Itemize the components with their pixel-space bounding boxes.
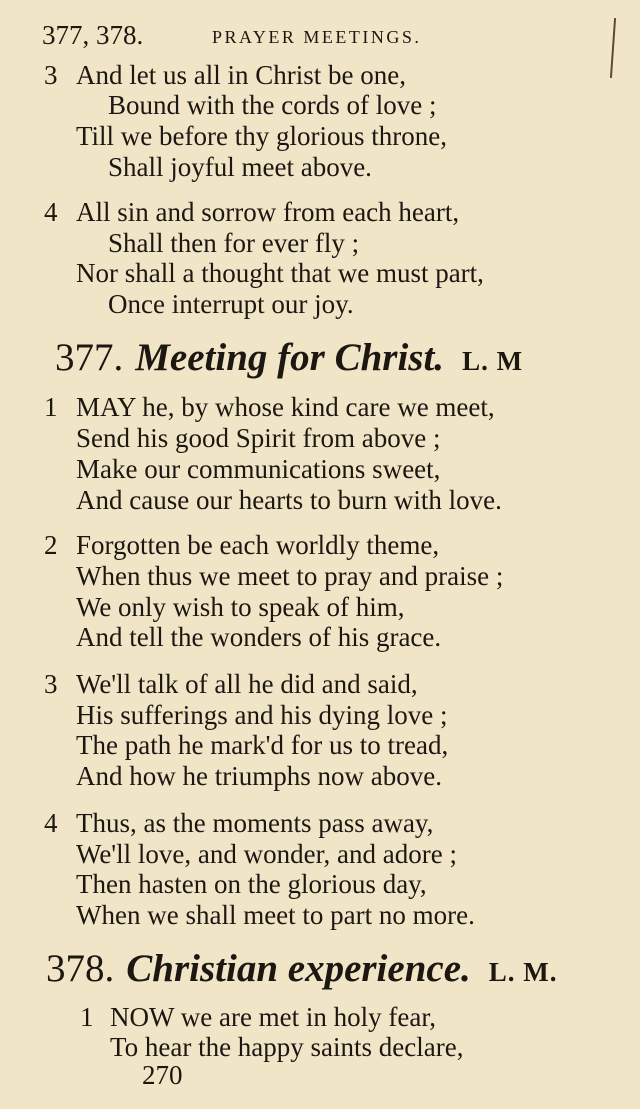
- hymn-title: Meeting for Christ.: [135, 336, 445, 379]
- hymn-number: 377.: [55, 336, 124, 379]
- hymn-meter: L. M: [462, 346, 524, 376]
- verse-line: All sin and sorrow from each heart,: [76, 197, 460, 227]
- header-hymn-numbers: 377, 378.: [42, 20, 144, 50]
- verse-line: And tell the wonders of his grace.: [76, 622, 442, 652]
- verse-line: And cause our hearts to burn with love.: [76, 485, 502, 515]
- verse-line: We'll talk of all he did and said,: [76, 669, 418, 699]
- page-edge-line: [610, 18, 616, 78]
- verse-line: Then hasten on the glorious day,: [76, 869, 427, 899]
- verse-line: The path he mark'd for us to tread,: [76, 730, 449, 760]
- hymn-378-heading: [46, 947, 558, 994]
- verse-line: Shall then for ever fly ;: [108, 228, 360, 258]
- verse-number: 4: [44, 197, 58, 227]
- verse-number: 2: [44, 530, 58, 560]
- verse-number: 3: [44, 60, 58, 90]
- verse-line: Send his good Spirit from above ;: [76, 423, 441, 453]
- verse-line: When we shall meet to part no more.: [76, 900, 475, 930]
- page-number: 270: [142, 1060, 183, 1090]
- verse-line: Forgotten be each worldly theme,: [76, 530, 440, 560]
- verse-line: Till we before thy glorious throne,: [76, 121, 447, 151]
- hymn-377-heading: [55, 336, 523, 383]
- verse-line: When thus we meet to pray and praise ;: [76, 561, 504, 591]
- verse-line: MAY he, by whose kind care we meet,: [76, 392, 495, 422]
- verse-line: We only wish to speak of him,: [76, 592, 405, 622]
- verse-line: And how he triumphs now above.: [76, 761, 442, 791]
- verse-number: 4: [44, 808, 58, 838]
- hymn-title: Christian experience.: [126, 947, 471, 990]
- verse-number: 3: [44, 669, 58, 699]
- verse-line: We'll love, and wonder, and adore ;: [76, 839, 457, 869]
- verse-line: Shall joyful meet above.: [108, 152, 372, 182]
- verse-number: 1: [44, 392, 58, 422]
- verse-line: Once interrupt our joy.: [108, 289, 354, 319]
- verse-line: His sufferings and his dying love ;: [76, 700, 448, 730]
- verse-line: NOW we are met in holy fear,: [110, 1002, 437, 1032]
- verse-line: Bound with the cords of love ;: [108, 90, 437, 120]
- verse-number: 1: [80, 1002, 94, 1032]
- hymn-number: 378.: [46, 947, 115, 990]
- verse-line: And let us all in Christ be one,: [76, 60, 406, 90]
- verse-line: Make our communications sweet,: [76, 454, 441, 484]
- page-header: [42, 20, 602, 60]
- verse-line: Thus, as the moments pass away,: [76, 808, 434, 838]
- verse-line: Nor shall a thought that we must part,: [76, 258, 484, 288]
- verse-line: To hear the happy saints declare,: [110, 1032, 464, 1062]
- hymn-meter: L. M.: [488, 957, 558, 987]
- running-title: PRAYER MEETINGS.: [212, 27, 422, 47]
